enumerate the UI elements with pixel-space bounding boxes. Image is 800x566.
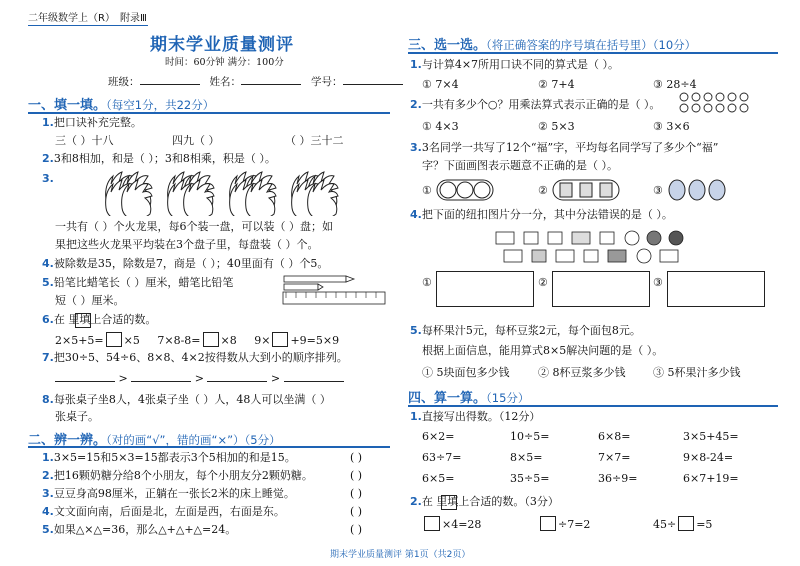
- header-grade: 二年级数学上（R）: [28, 13, 115, 24]
- s4-q2-num: 2.: [410, 495, 422, 508]
- s3-q3-opt3: ③: [653, 184, 663, 197]
- s1-q1-text: 把口诀补充完整。: [53, 116, 142, 129]
- s1-q2-num: 2.: [42, 152, 54, 165]
- s1-q7-blanks: > > >: [55, 372, 344, 386]
- calc-cell: 6×5=: [422, 472, 455, 485]
- s1-q2: [42, 152, 276, 166]
- calc-cell: 6×2=: [422, 430, 455, 443]
- s3-q5-opt1: ① 5块面包多少钱: [422, 366, 510, 379]
- pencil-shape: [284, 276, 346, 282]
- s1-q8-num: 8.: [42, 393, 54, 406]
- s2-item-num: 1.: [42, 451, 54, 464]
- calc-cell: 63÷7=: [422, 451, 462, 464]
- section1-sub: （每空1分，共22分）: [106, 98, 215, 112]
- s2-answer-paren[interactable]: ( ): [350, 451, 363, 464]
- calc-cell: 9×8-24=: [683, 451, 734, 464]
- s1-q6-b: ×5: [123, 334, 140, 347]
- s2-item-num: 2.: [42, 469, 54, 482]
- sorted-buttons-1: [436, 271, 534, 307]
- s1-q6-a: 2×5+5=: [55, 334, 104, 347]
- s2-answer-paren[interactable]: ( ): [350, 469, 363, 482]
- s2-item-text: 文文面向南，后面是北，左面是西，右面是东。: [53, 505, 285, 518]
- section1-rule: [28, 112, 390, 114]
- s2-item-num: 3.: [42, 487, 54, 500]
- s4-q2-b: ÷7=2: [558, 518, 591, 531]
- s1-q3-line2: 果把这些火龙果平均装在3个盘子里，每盘装（ ）个。: [55, 238, 319, 251]
- section2-sub: （对的画“√”，错的画“×”）（5分）: [106, 433, 281, 447]
- s4-q1: [410, 410, 540, 424]
- s2-answer-paren[interactable]: ( ): [350, 505, 363, 518]
- s1-q6-num: 6.: [42, 313, 54, 326]
- section2-title: 二、辨一辨。: [28, 433, 107, 448]
- s1-q5: [42, 276, 233, 290]
- name-label: 姓名：: [209, 76, 242, 88]
- section3-heading: [408, 34, 696, 53]
- answer-box[interactable]: [203, 332, 219, 347]
- section3-title: 三、选一选。: [408, 38, 487, 53]
- s3-q4-opt1: ①: [422, 276, 432, 289]
- ruler-image: [282, 274, 388, 308]
- dragon-fruit-group: [292, 172, 338, 216]
- s3-q3: [410, 141, 718, 155]
- s1-q3-num: 3.: [42, 172, 54, 185]
- s4-q2-d: =5: [696, 518, 713, 531]
- s3-q3-line1: 3名同学一共写了12个“福”字，平均每名同学写了多少个“福”: [421, 141, 719, 154]
- name-blank: [241, 84, 301, 85]
- calc-cell: 36÷9=: [598, 472, 638, 485]
- s3-q4: [410, 208, 673, 222]
- id-label: 学号：: [311, 76, 343, 88]
- s3-q5-line2: 根据上面信息，能用算式8×5解决问题的是（ ）。: [422, 344, 664, 357]
- s1-q6-eq: [55, 332, 339, 348]
- s2-item-text: 把16颗奶糖分给8个小朋友，每个小朋友分2颗奶糖。: [53, 469, 313, 482]
- s3-q1-opt1: ① 7×4: [422, 78, 459, 91]
- s2-item: [42, 523, 236, 537]
- s1-q6-c: 7×8-8=: [157, 334, 201, 347]
- class-field: [108, 74, 403, 89]
- s3-q2: [410, 98, 660, 112]
- s4-q2-a-wrap: [422, 516, 481, 532]
- crayon-shape: [284, 284, 318, 290]
- s3-q2-opt3: ③ 3×6: [653, 120, 690, 133]
- page-title: 期末学业质量测评: [150, 35, 294, 55]
- s1-q8: [42, 393, 331, 407]
- s4-q2-b-wrap: [538, 516, 590, 532]
- sorted-buttons-2: [552, 271, 650, 307]
- header-rule: [28, 25, 148, 26]
- s3-q5-opt3: ③ 5杯果汁多少钱: [653, 366, 741, 379]
- s2-item-text: 如果△×△=36，那么△+△+△=24。: [53, 523, 237, 536]
- s2-item: [42, 505, 285, 519]
- s1-q6-sample-box: [75, 313, 91, 328]
- section1-title: 一、填一填。: [28, 98, 107, 113]
- s1-q8-line2: 张桌子。: [55, 410, 99, 423]
- s1-q4-text: 被除数是35，除数是7，商是（ ）；40里面有（ ）个5。: [53, 257, 329, 270]
- s1-q8-line1: 每张桌子坐8人，4张桌子坐（ ）人，48人可以坐满（ ）: [53, 393, 331, 406]
- s4-q2-a: ×4=28: [442, 518, 482, 531]
- s1-q7: [42, 351, 348, 365]
- dragon-fruit-group: [106, 172, 152, 216]
- dragon-fruit-group: [168, 172, 214, 216]
- exam-time: 时间：60分钟 满分：100分: [165, 57, 284, 68]
- calc-cell: 3×5+45=: [683, 430, 739, 443]
- s3-q3-opt1: ①: [422, 184, 432, 197]
- s1-q1-b: 四九（ ）: [172, 134, 220, 147]
- s4-q1-num: 1.: [410, 410, 422, 423]
- header-appendix: 附录Ⅲ: [120, 13, 147, 24]
- grouping-diagram-2: [552, 178, 622, 202]
- section4-title: 四、算一算。: [408, 391, 487, 406]
- s1-q3-line1: 一共有（ ）个火龙果，每6个装一盘，可以装（ ）盘；如: [55, 220, 333, 233]
- s2-item-num: 5.: [42, 523, 54, 536]
- s2-item-text: 豆豆身高98厘米，正躺在一张长2米的床上睡觉。: [53, 487, 295, 500]
- s1-q7-num: 7.: [42, 351, 54, 364]
- order-blank[interactable]: [55, 381, 115, 382]
- s3-q5: [410, 324, 641, 338]
- s2-item: [42, 469, 313, 483]
- ruler-body: [283, 292, 385, 304]
- class-blank: [140, 84, 200, 85]
- s1-q6: [42, 313, 156, 327]
- class-label: 班级：: [108, 76, 140, 88]
- answer-box[interactable]: [678, 516, 694, 531]
- section4-sub: （15分）: [486, 391, 530, 405]
- dragon-fruit-group: [230, 172, 276, 216]
- grouping-diagram-1: [436, 178, 496, 202]
- s3-q2-opt1: ① 4×3: [422, 120, 459, 133]
- s3-q1-num: 1.: [410, 58, 422, 71]
- s1-q5-line2: 短（ ）厘米。: [55, 294, 125, 307]
- s2-item-text: 3×5=15和5×3=15都表示3个5相加的和是15。: [53, 451, 296, 464]
- s3-q1-opt3: ③ 28÷4: [653, 78, 697, 91]
- section4-heading: [408, 387, 529, 406]
- s3-q4-num: 4.: [410, 208, 422, 221]
- s1-q4-num: 4.: [42, 257, 54, 270]
- s3-q3-line2: 字？下面画图表示题意不正确的是（ ）。: [422, 159, 618, 172]
- buttons-image: [494, 230, 734, 266]
- s4-q2: [410, 495, 559, 509]
- s4-q2-text: 在 里填上合适的数。（3分）: [421, 495, 559, 508]
- s1-q5-num: 5.: [42, 276, 54, 289]
- s2-item: [42, 451, 296, 465]
- answer-box[interactable]: [106, 332, 122, 347]
- s3-q3-num: 3.: [410, 141, 422, 154]
- s3-q2-num: 2.: [410, 98, 422, 111]
- s1-q1-num: 1.: [42, 116, 54, 129]
- calc-cell: 6×8=: [598, 430, 631, 443]
- s2-answer-paren[interactable]: ( ): [350, 523, 363, 536]
- calc-cell: 6×7+19=: [683, 472, 739, 485]
- id-blank: [343, 84, 403, 85]
- calc-cell: 7×7=: [598, 451, 631, 464]
- section4-rule: [408, 405, 778, 407]
- answer-box[interactable]: [540, 516, 556, 531]
- s1-q4: [42, 257, 328, 271]
- s3-q2-opt2: ② 5×3: [538, 120, 575, 133]
- calc-cell: 35÷5=: [510, 472, 550, 485]
- answer-box[interactable]: [272, 332, 288, 347]
- grouping-diagram-3: [667, 178, 727, 202]
- s1-q1-a: 三（ ）十八: [55, 134, 114, 147]
- s3-q4-text: 把下面的纽扣图片分一分，其中分法错误的是（ ）。: [421, 208, 673, 221]
- section1-heading: [28, 94, 214, 113]
- s3-q5-opt2: ② 8杯豆浆多少钱: [538, 366, 626, 379]
- s1-q1-c: （ ）三十二: [285, 134, 344, 147]
- s3-q3-opt2: ②: [538, 184, 548, 197]
- sorted-buttons-3: [667, 271, 765, 307]
- s1-q6-d: ×8: [220, 334, 237, 347]
- answer-box[interactable]: [424, 516, 440, 531]
- s4-q2-c-wrap: [653, 516, 712, 532]
- s2-answer-paren[interactable]: ( ): [350, 487, 363, 500]
- s3-q5-line1: 每杯果汁5元，每杯豆浆2元，每个面包8元。: [421, 324, 641, 337]
- s3-q2-text: 一共有多少个○？用乘法算式表示正确的是（ ）。: [421, 98, 661, 111]
- order-blank[interactable]: [284, 381, 344, 382]
- s3-q1-text: 与计算4×7所用口诀不同的算式是（ ）。: [421, 58, 620, 71]
- s1-q5-line1: 铅笔比蜡笔长（ ）厘米，蜡笔比铅笔: [53, 276, 234, 289]
- s3-q4-opt2: ②: [538, 276, 548, 289]
- calc-cell: 10÷5=: [510, 430, 550, 443]
- s1-q6-f: +9=5×9: [290, 334, 340, 347]
- section3-rule: [408, 52, 778, 54]
- s4-q2-sample-box: [441, 495, 457, 510]
- s4-q2-c: 45÷: [653, 518, 677, 531]
- page-footer: 期末学业质量测评 第1页（共2页）: [330, 550, 471, 560]
- s3-q5-num: 5.: [410, 324, 422, 337]
- s4-q1-text: 直接写出得数。（12分）: [421, 410, 541, 423]
- s1-q3-num-wrap: [42, 172, 54, 186]
- s1-q7-text: 把30÷5、54÷6、8×8、4×2按得数从大到小的顺序排列。: [53, 351, 348, 364]
- s1-q6-e: 9×: [254, 334, 271, 347]
- s1-q6-text: 在 里填上合适的数。: [53, 313, 157, 326]
- section3-sub: （将正确答案的序号填在括号里）（10分）: [486, 38, 697, 52]
- order-blank[interactable]: [207, 381, 267, 382]
- s3-q1: [410, 58, 619, 72]
- order-blank[interactable]: [131, 381, 191, 382]
- s2-item: [42, 487, 295, 501]
- calc-cell: 8×5=: [510, 451, 543, 464]
- s2-item-num: 4.: [42, 505, 54, 518]
- s1-q2-text: 3和8相加，和是（ ）；3和8相乘，积是（ ）。: [53, 152, 276, 165]
- s3-q1-opt2: ② 7+4: [538, 78, 575, 91]
- s3-q4-opt3: ③: [653, 276, 663, 289]
- circles-image: [678, 92, 778, 114]
- s1-q1: [42, 116, 142, 130]
- dragon-fruit-image: [100, 170, 390, 216]
- section2-rule: [28, 446, 390, 448]
